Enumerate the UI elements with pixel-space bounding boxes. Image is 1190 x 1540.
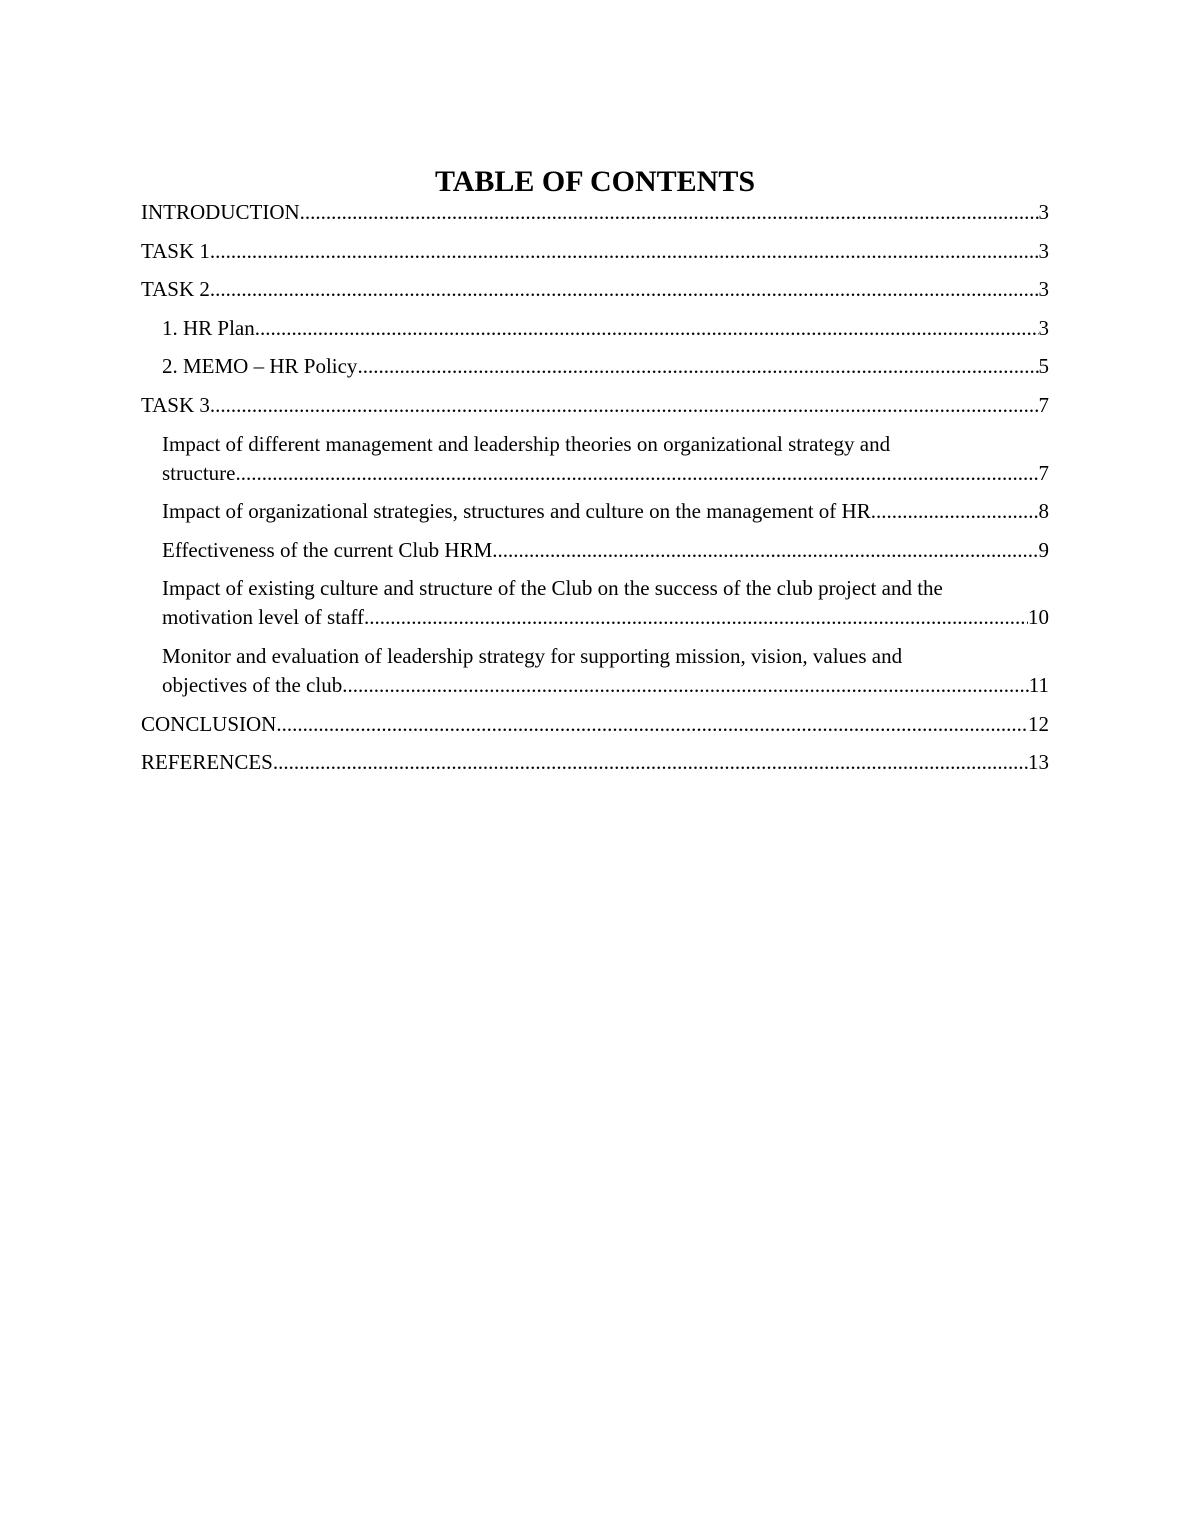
toc-entry-label: TASK 2: [141, 277, 210, 302]
toc-entry-line: [141, 710, 1049, 739]
toc-entry-line: [162, 314, 1049, 343]
toc-page-number: 10: [1028, 605, 1049, 630]
dot-leader: [273, 748, 1028, 777]
toc-entry-line: [141, 391, 1049, 420]
toc-page-number: 3: [1038, 277, 1049, 302]
dot-leader: [492, 536, 1038, 565]
toc-page-number: 3: [1038, 238, 1049, 263]
toc-entry-label: structure: [162, 460, 236, 485]
toc-entry-line: [141, 198, 1049, 227]
toc-entry[interactable]: [141, 391, 1049, 420]
dot-leader: [357, 352, 1038, 381]
toc-page-number: 7: [1038, 392, 1049, 417]
toc-entry-line: [141, 275, 1049, 304]
toc-entry-label: Impact of organizational strategies, structures and culture on the management of HR: [162, 499, 871, 524]
toc-entry-line: [162, 536, 1049, 565]
toc-entry-label: REFERENCES: [141, 750, 273, 775]
dot-leader: [364, 603, 1028, 632]
toc-page-number: 11: [1028, 672, 1049, 697]
toc-entry-line: [141, 748, 1049, 777]
toc-entry[interactable]: [141, 275, 1049, 304]
toc-title: TABLE OF CONTENTS: [434, 165, 756, 198]
toc-list: [141, 198, 1049, 777]
toc-entry-line: [162, 352, 1049, 381]
toc-entry[interactable]: [141, 497, 1049, 526]
toc-entry-text-line: Impact of different management and leadership theories on organizational strategy and: [162, 431, 891, 456]
toc-entry[interactable]: [141, 352, 1049, 381]
toc-entry[interactable]: [141, 314, 1049, 343]
toc-page-number: 9: [1038, 537, 1049, 562]
toc-entry[interactable]: [141, 536, 1049, 565]
dot-leader: [300, 198, 1039, 227]
toc-entry-label: 1. HR Plan: [162, 315, 255, 340]
dot-leader: [871, 497, 1039, 526]
toc-entry[interactable]: [141, 748, 1049, 777]
toc-entry-label: TASK 1: [141, 238, 210, 263]
toc-page-number: 12: [1028, 711, 1049, 736]
toc-entry[interactable]: [141, 574, 1049, 632]
dot-leader: [255, 314, 1039, 343]
toc-page-number: 5: [1038, 354, 1049, 379]
dot-leader: [342, 671, 1029, 700]
toc-entry-text-line: Monitor and evaluation of leadership strategy for supporting mission, vision, values and: [162, 643, 903, 668]
toc-entry-label: INTRODUCTION: [141, 200, 300, 224]
document-page: [141, 160, 1049, 787]
dot-leader: [210, 275, 1039, 304]
toc-page-number: 7: [1038, 460, 1049, 485]
dot-leader: [235, 459, 1038, 488]
toc-entry-text-line: Impact of existing culture and structure of the Club on the success of the club project and the: [162, 576, 943, 601]
toc-entry-label: 2. MEMO – HR Policy: [162, 354, 358, 379]
dot-leader: [210, 237, 1039, 266]
dot-leader: [210, 391, 1039, 420]
toc-entry-line: [162, 497, 1049, 526]
toc-entry[interactable]: [141, 710, 1049, 739]
toc-entry[interactable]: [141, 642, 1049, 700]
toc-entry-line: [162, 671, 1049, 700]
toc-page-number: 3: [1038, 200, 1049, 224]
toc-page-number: 3: [1038, 315, 1049, 340]
toc-entry-label: objectives of the club: [162, 672, 343, 697]
toc-entry[interactable]: [141, 237, 1049, 266]
toc-entry[interactable]: [141, 430, 1049, 488]
toc-entry-label: CONCLUSION: [141, 711, 277, 736]
toc-entry-label: Effectiveness of the current Club HRM: [162, 537, 493, 562]
toc-entry-line: [162, 603, 1049, 632]
toc-entry-line: [162, 459, 1049, 488]
toc-entry-label: TASK 3: [141, 392, 210, 417]
toc-page-number: 8: [1038, 499, 1049, 524]
toc-entry-label: motivation level of staff: [162, 605, 364, 630]
toc-entry-line: [141, 237, 1049, 266]
dot-leader: [276, 710, 1028, 739]
toc-entry[interactable]: [141, 198, 1049, 227]
toc-page-number: 13: [1028, 750, 1049, 775]
